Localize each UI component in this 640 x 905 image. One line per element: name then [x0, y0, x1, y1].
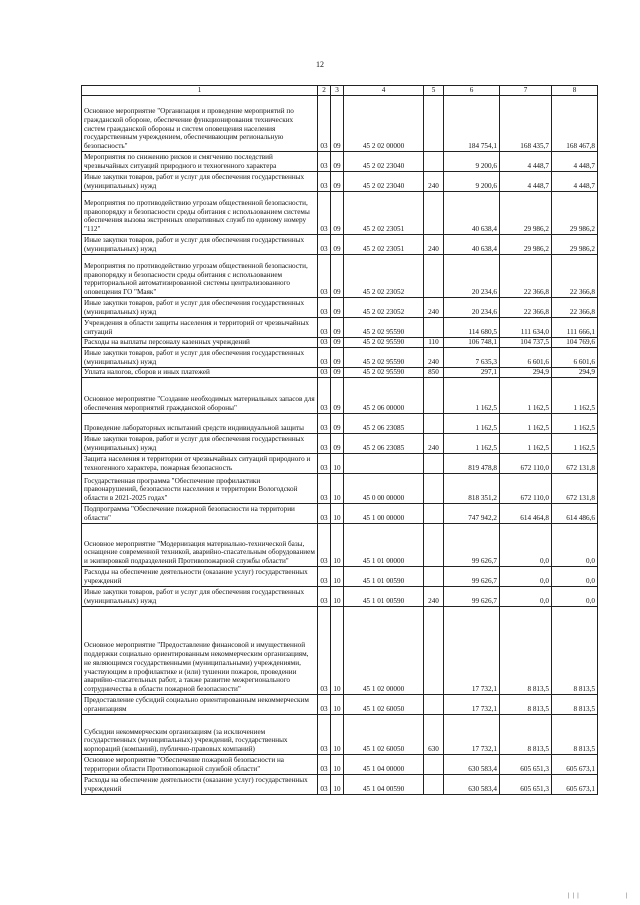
target-article-code: 45 2 02 23051 [344, 192, 424, 235]
budget-table [81, 85, 598, 795]
section-code: 03 [318, 607, 331, 695]
amount-col6: 184 754,1 [444, 96, 500, 152]
expense-type-code: 630 [424, 715, 444, 755]
expense-type-code [424, 192, 444, 235]
row-name: Предоставление субсидий социально ориентированным некоммерческим организациям [82, 695, 318, 715]
subsection-code: 10 [331, 755, 344, 775]
column-header: 8 [552, 86, 598, 96]
subsection-code: 09 [331, 378, 344, 414]
target-article-code: 45 2 06 23085 [344, 414, 424, 434]
amount-col7: 8 813,5 [500, 607, 552, 695]
section-code: 03 [318, 368, 331, 378]
subsection-code: 09 [331, 348, 344, 368]
amount-col6: 17 732,1 [444, 607, 500, 695]
target-article-code: 45 1 04 00000 [344, 755, 424, 775]
amount-col7: 22 366,8 [500, 298, 552, 318]
subsection-code: 10 [331, 695, 344, 715]
table-row [82, 378, 598, 414]
row-name: Государственная программа "Обеспечение профилактики правонарушений, безопасности населения и территории Вологодской области в 2021-2025 годах" [82, 474, 318, 504]
amount-col7: 6 601,6 [500, 348, 552, 368]
amount-col6: 17 732,1 [444, 715, 500, 755]
amount-col7: 4 448,7 [500, 152, 552, 172]
amount-col6: 297,1 [444, 368, 500, 378]
table-row [82, 255, 598, 298]
row-name: Уплата налогов, сборов и иных платежей [82, 368, 318, 378]
section-code: 03 [318, 715, 331, 755]
expense-type-code [424, 378, 444, 414]
section-code: 03 [318, 474, 331, 504]
subsection-code: 10 [331, 775, 344, 795]
table-row [82, 454, 598, 474]
section-code: 03 [318, 96, 331, 152]
amount-col6: 40 638,4 [444, 235, 500, 255]
section-code: 03 [318, 755, 331, 775]
subsection-code: 10 [331, 587, 344, 607]
table-row [82, 775, 598, 795]
section-code: 03 [318, 567, 331, 587]
subsection-code: 09 [331, 96, 344, 152]
amount-col7: 672 110,0 [500, 474, 552, 504]
target-article-code: 45 1 02 00000 [344, 607, 424, 695]
subsection-code: 10 [331, 607, 344, 695]
expense-type-code: 240 [424, 434, 444, 454]
amount-col7: 22 366,8 [500, 255, 552, 298]
section-code: 03 [318, 434, 331, 454]
amount-col8: 0,0 [552, 587, 598, 607]
amount-col7: 672 110,0 [500, 454, 552, 474]
section-code: 03 [318, 338, 331, 348]
section-code: 03 [318, 235, 331, 255]
row-name: Основное мероприятие "Создание необходимых материальных запасов для обеспечения мероприятий гражданской обороны" [82, 378, 318, 414]
amount-col7: 0,0 [500, 567, 552, 587]
subsection-code: 09 [331, 235, 344, 255]
amount-col6: 747 942,2 [444, 504, 500, 524]
amount-col6: 819 478,8 [444, 454, 500, 474]
amount-col8: 22 366,8 [552, 298, 598, 318]
amount-col6: 106 748,1 [444, 338, 500, 348]
amount-col6: 40 638,4 [444, 192, 500, 235]
row-name: Расходы на выплаты персоналу казенных учреждений [82, 338, 318, 348]
row-name: Основное мероприятие "Обеспечение пожарной безопасности на территории области Противопожарной службой области" [82, 755, 318, 775]
amount-col8: 168 467,8 [552, 96, 598, 152]
row-name: Основное мероприятие "Организация и проведение мероприятий по гражданской обороне, обеспечение функционирования технических систем гражданской обороны и систем оповещения населения государственным учреждением, обеспечивающим региональную безопасность" [82, 96, 318, 152]
amount-col8: 111 666,1 [552, 318, 598, 338]
expense-type-code: 110 [424, 338, 444, 348]
table-row [82, 172, 598, 192]
page-number: 12 [316, 60, 324, 69]
amount-col6: 9 200,6 [444, 172, 500, 192]
section-code: 03 [318, 695, 331, 715]
section-code: 03 [318, 587, 331, 607]
header-row [82, 86, 598, 96]
row-name: Учреждения в области защиты населения и территорий от чрезвычайных ситуаций [82, 318, 318, 338]
amount-col8: 1 162,5 [552, 414, 598, 434]
section-code: 03 [318, 255, 331, 298]
amount-col8: 4 448,7 [552, 172, 598, 192]
section-code: 03 [318, 414, 331, 434]
table-row [82, 192, 598, 235]
subsection-code: 09 [331, 152, 344, 172]
row-name: Подпрограмма "Обеспечение пожарной безопасности на территории области" [82, 504, 318, 524]
amount-col8: 1 162,5 [552, 378, 598, 414]
expense-type-code [424, 524, 444, 567]
amount-col8: 0,0 [552, 524, 598, 567]
table-row [82, 348, 598, 368]
subsection-code: 09 [331, 318, 344, 338]
table-row [82, 235, 598, 255]
table-row [82, 414, 598, 434]
table-row [82, 368, 598, 378]
footer-mark: | | | [568, 893, 580, 899]
table-row [82, 524, 598, 567]
section-code: 03 [318, 192, 331, 235]
row-name: Мероприятия по противодействию угрозам общественной безопасности, правопорядку и безопасности среды обитания с использованием системы обеспечения вызова экстренных оперативных служб по единому номеру "112" [82, 192, 318, 235]
amount-col6: 1 162,5 [444, 434, 500, 454]
section-code: 03 [318, 348, 331, 368]
table-row [82, 755, 598, 775]
amount-col7: 605 651,3 [500, 775, 552, 795]
row-name: Основное мероприятие "Модернизация материально-технической базы, оснащение современной техникой, аварийно-спасательным оборудованием и экипировкой подразделений Противопожарной службы области" [82, 524, 318, 567]
row-name: Расходы на обеспечение деятельности (оказание услуг) государственных учреждений [82, 567, 318, 587]
amount-col7: 29 986,2 [500, 235, 552, 255]
amount-col6: 99 626,7 [444, 567, 500, 587]
amount-col8: 29 986,2 [552, 235, 598, 255]
subsection-code: 10 [331, 474, 344, 504]
target-article-code: 45 2 02 23040 [344, 172, 424, 192]
section-code: 03 [318, 318, 331, 338]
expense-type-code [424, 474, 444, 504]
amount-col7: 8 813,5 [500, 695, 552, 715]
amount-col6: 630 583,4 [444, 755, 500, 775]
subsection-code: 09 [331, 414, 344, 434]
column-header: 3 [331, 86, 344, 96]
amount-col7: 294,9 [500, 368, 552, 378]
amount-col7: 0,0 [500, 524, 552, 567]
row-name: Иные закупки товаров, работ и услуг для обеспечения государственных (муниципальных) нужд [82, 587, 318, 607]
amount-col7: 29 986,2 [500, 192, 552, 235]
target-article-code: 45 2 02 00000 [344, 96, 424, 152]
amount-col8: 605 673,1 [552, 775, 598, 795]
column-header: 5 [424, 86, 444, 96]
amount-col7: 1 162,5 [500, 378, 552, 414]
amount-col6: 20 234,6 [444, 298, 500, 318]
table-row [82, 338, 598, 348]
section-code: 03 [318, 524, 331, 567]
table-row [82, 567, 598, 587]
section-code: 03 [318, 775, 331, 795]
amount-col8: 672 131,8 [552, 474, 598, 504]
row-name: Проведение лабораторных испытаний средств индивидуальной защиты [82, 414, 318, 434]
target-article-code: 45 1 04 00590 [344, 775, 424, 795]
amount-col8: 104 769,6 [552, 338, 598, 348]
expense-type-code [424, 775, 444, 795]
column-header: 4 [344, 86, 424, 96]
column-header: 7 [500, 86, 552, 96]
amount-col7: 1 162,5 [500, 434, 552, 454]
amount-col6: 7 635,3 [444, 348, 500, 368]
table-row [82, 152, 598, 172]
amount-col7: 111 634,0 [500, 318, 552, 338]
expense-type-code: 240 [424, 348, 444, 368]
column-header: 6 [444, 86, 500, 96]
table-row [82, 434, 598, 454]
amount-col7: 605 651,3 [500, 755, 552, 775]
amount-col7: 4 448,7 [500, 172, 552, 192]
amount-col6: 9 200,6 [444, 152, 500, 172]
target-article-code: 45 2 02 23052 [344, 298, 424, 318]
target-article-code: 45 2 02 95590 [344, 318, 424, 338]
row-name: Расходы на обеспечение деятельности (оказание услуг) государственных учреждений [82, 775, 318, 795]
expense-type-code [424, 152, 444, 172]
row-name: Иные закупки товаров, работ и услуг для обеспечения государственных (муниципальных) нужд [82, 172, 318, 192]
section-code: 03 [318, 504, 331, 524]
amount-col8: 29 986,2 [552, 192, 598, 235]
table-row [82, 474, 598, 504]
amount-col8: 8 813,5 [552, 607, 598, 695]
row-name: Мероприятия по снижению рисков и смягчению последствий чрезвычайных ситуаций природного и техногенного характера [82, 152, 318, 172]
column-header: 1 [82, 86, 318, 96]
amount-col7: 1 162,5 [500, 414, 552, 434]
amount-col8: 6 601,6 [552, 348, 598, 368]
expense-type-code: 240 [424, 235, 444, 255]
table-row [82, 695, 598, 715]
amount-col8: 8 813,5 [552, 695, 598, 715]
expense-type-code [424, 96, 444, 152]
amount-col8: 8 813,5 [552, 715, 598, 755]
row-name: Защита населения и территории от чрезвычайных ситуаций природного и техногенного характера, пожарная безопасность [82, 454, 318, 474]
amount-col8: 1 162,5 [552, 434, 598, 454]
subsection-code: 09 [331, 255, 344, 298]
subsection-code: 10 [331, 454, 344, 474]
table-row [82, 587, 598, 607]
amount-col6: 99 626,7 [444, 524, 500, 567]
target-article-code: 45 2 02 23051 [344, 235, 424, 255]
amount-col8: 4 448,7 [552, 152, 598, 172]
subsection-code: 09 [331, 298, 344, 318]
amount-col6: 1 162,5 [444, 378, 500, 414]
column-header: 2 [318, 86, 331, 96]
target-article-code: 45 2 06 23085 [344, 434, 424, 454]
target-article-code: 45 1 00 00000 [344, 504, 424, 524]
expense-type-code [424, 454, 444, 474]
amount-col8: 605 673,1 [552, 755, 598, 775]
subsection-code: 10 [331, 524, 344, 567]
expense-type-code: 240 [424, 587, 444, 607]
target-article-code: 45 0 00 00000 [344, 474, 424, 504]
expense-type-code: 240 [424, 298, 444, 318]
subsection-code: 10 [331, 715, 344, 755]
expense-type-code [424, 318, 444, 338]
amount-col6: 114 680,5 [444, 318, 500, 338]
target-article-code: 45 2 02 23040 [344, 152, 424, 172]
table-row [82, 96, 598, 152]
amount-col8: 294,9 [552, 368, 598, 378]
expense-type-code [424, 567, 444, 587]
row-name: Иные закупки товаров, работ и услуг для обеспечения государственных (муниципальных) нужд [82, 348, 318, 368]
subsection-code: 09 [331, 434, 344, 454]
amount-col6: 1 162,5 [444, 414, 500, 434]
target-article-code: 45 2 02 23052 [344, 255, 424, 298]
amount-col7: 8 813,5 [500, 715, 552, 755]
row-name: Иные закупки товаров, работ и услуг для обеспечения государственных (муниципальных) нужд [82, 434, 318, 454]
table-row [82, 715, 598, 755]
expense-type-code [424, 414, 444, 434]
amount-col8: 614 486,6 [552, 504, 598, 524]
subsection-code: 10 [331, 567, 344, 587]
amount-col6: 818 351,2 [444, 474, 500, 504]
subsection-code: 09 [331, 338, 344, 348]
section-code: 03 [318, 298, 331, 318]
amount-col8: 0,0 [552, 567, 598, 587]
amount-col7: 104 737,5 [500, 338, 552, 348]
expense-type-code [424, 607, 444, 695]
table-row [82, 318, 598, 338]
subsection-code: 09 [331, 172, 344, 192]
target-article-code: 45 1 01 00000 [344, 524, 424, 567]
subsection-code: 09 [331, 192, 344, 235]
expense-type-code [424, 755, 444, 775]
table-row [82, 607, 598, 695]
target-article-code: 45 2 02 95590 [344, 348, 424, 368]
row-name: Мероприятия по противодействию угрозам общественной безопасности, правопорядку и безопасности среды обитания с использованием территориальной автоматизированной системы централизованного оповещения ГО "Маяк" [82, 255, 318, 298]
target-article-code: 45 2 02 95590 [344, 338, 424, 348]
table-row [82, 298, 598, 318]
section-code: 03 [318, 172, 331, 192]
subsection-code: 09 [331, 368, 344, 378]
expense-type-code: 240 [424, 172, 444, 192]
amount-col7: 614 464,8 [500, 504, 552, 524]
section-code: 03 [318, 378, 331, 414]
amount-col8: 22 366,8 [552, 255, 598, 298]
subsection-code: 10 [331, 504, 344, 524]
expense-type-code: 850 [424, 368, 444, 378]
table-row [82, 504, 598, 524]
target-article-code: 45 1 01 00590 [344, 567, 424, 587]
expense-type-code [424, 504, 444, 524]
row-name: Основное мероприятие "Предоставление финансовой и имущественной поддержки социально ориентированным некоммерческим организациям, не являющимся государственными (муниципальными) учреждениями, участвующим в профилактике и (или) тушении пожаров, проведении аварийно-спасательных работ, а также развитие межрегионального сотрудничества в области пожарной безопасности" [82, 607, 318, 695]
expense-type-code [424, 695, 444, 715]
target-article-code [344, 454, 424, 474]
row-name: Субсидии некоммерческим организациям (за исключением государственных (муниципальных) учреждений, государственных корпораций (компаний), публично-правовых компаний) [82, 715, 318, 755]
target-article-code: 45 1 01 00590 [344, 587, 424, 607]
target-article-code: 45 1 02 60050 [344, 695, 424, 715]
target-article-code: 45 2 06 00000 [344, 378, 424, 414]
target-article-code: 45 1 02 60050 [344, 715, 424, 755]
amount-col6: 99 626,7 [444, 587, 500, 607]
amount-col6: 630 583,4 [444, 775, 500, 795]
target-article-code: 45 2 02 95590 [344, 368, 424, 378]
footer-tick: | [626, 893, 628, 899]
expense-type-code [424, 255, 444, 298]
amount-col7: 168 435,7 [500, 96, 552, 152]
amount-col6: 20 234,6 [444, 255, 500, 298]
amount-col7: 0,0 [500, 587, 552, 607]
row-name: Иные закупки товаров, работ и услуг для обеспечения государственных (муниципальных) нужд [82, 235, 318, 255]
row-name: Иные закупки товаров, работ и услуг для обеспечения государственных (муниципальных) нужд [82, 298, 318, 318]
section-code: 03 [318, 152, 331, 172]
amount-col8: 672 131,8 [552, 454, 598, 474]
section-code: 03 [318, 454, 331, 474]
amount-col6: 17 732,1 [444, 695, 500, 715]
